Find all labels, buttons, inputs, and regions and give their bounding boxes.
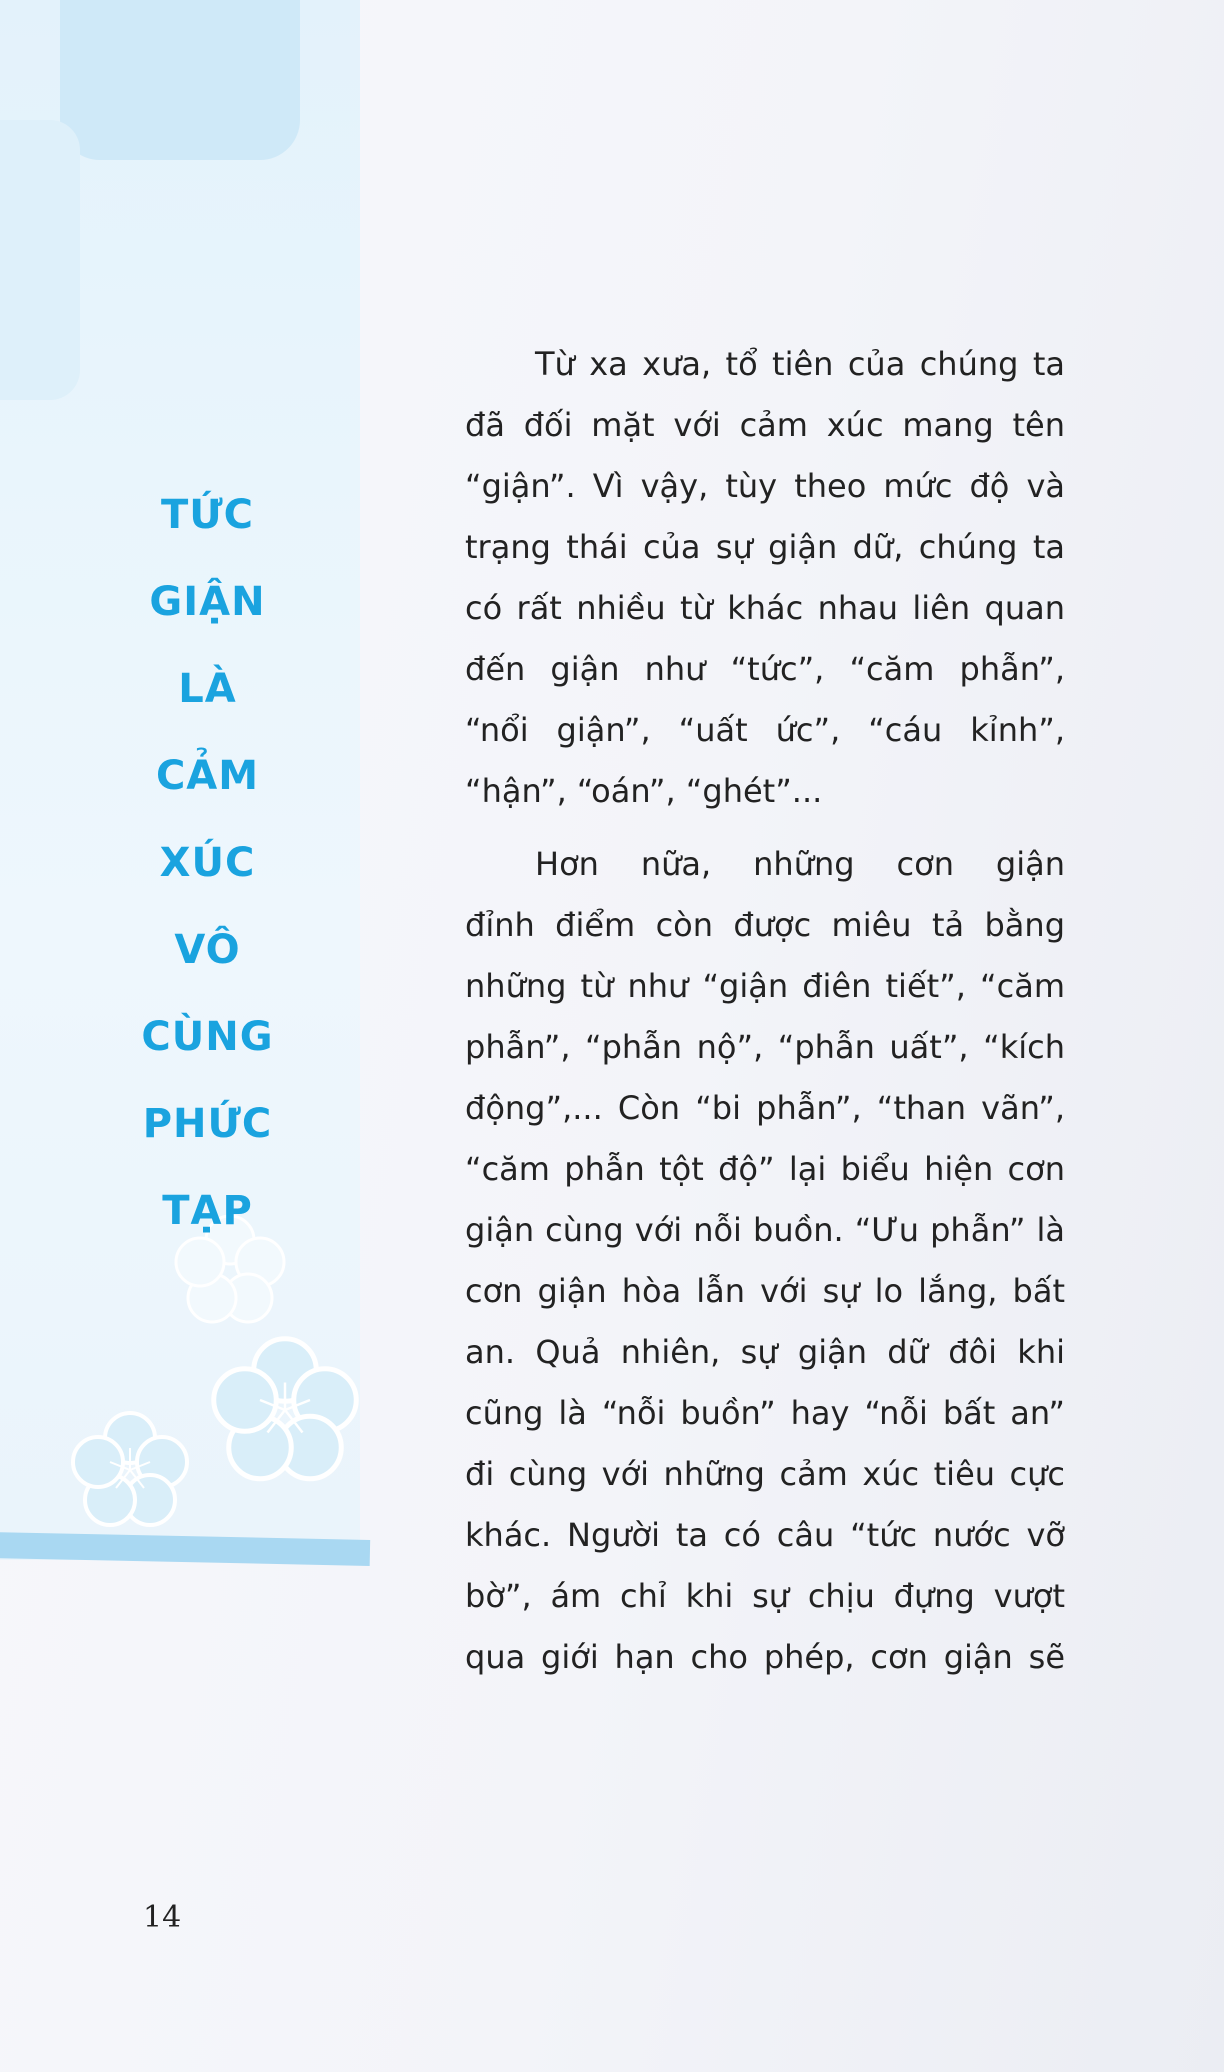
heading-word: LÀ xyxy=(178,666,237,712)
text-line: “giận”. Vì vậy, tùy theo mức độ và xyxy=(465,467,1065,505)
text-line: động”,... Còn “bi phẫn”, “than vãn”, xyxy=(465,1089,1065,1127)
text-line: có rất nhiều từ khác nhau liên quan xyxy=(465,589,1065,627)
chapter-heading xyxy=(105,472,310,1255)
page-number: 14 xyxy=(143,1900,182,1935)
heading-word: VÔ xyxy=(174,927,241,973)
text-line: những từ như “giận điên tiết”, “căm xyxy=(465,967,1065,1005)
heading-word: TẠP xyxy=(162,1188,253,1234)
heading-word: GIẬN xyxy=(149,579,266,625)
text-line: bờ”, ám chỉ khi sự chịu đựng vượt xyxy=(465,1577,1065,1615)
heading-word: TỨC xyxy=(160,492,255,538)
paragraph-2 xyxy=(465,834,1065,1688)
text-line: Hơn nữa, những cơn giận xyxy=(535,845,1065,883)
heading-word: CẢM xyxy=(155,753,260,799)
text-line: đi cùng với những cảm xúc tiêu cực xyxy=(465,1455,1065,1493)
text-line: đã đối mặt với cảm xúc mang tên xyxy=(465,406,1065,444)
text-line: cũng là “nỗi buồn” hay “nỗi bất an” xyxy=(465,1394,1065,1432)
text-line: khác. Người ta có câu “tức nước vỡ xyxy=(465,1516,1065,1554)
text-line: đỉnh điểm còn được miêu tả bằng xyxy=(465,906,1065,944)
flower-small-icon xyxy=(70,1410,190,1530)
heading-word: PHỨC xyxy=(142,1101,273,1147)
body-text xyxy=(465,334,1065,1688)
text-line: giận cùng với nỗi buồn. “Ưu phẫn” là xyxy=(465,1211,1065,1249)
side-panel-top-shape xyxy=(60,0,300,160)
text-line: an. Quả nhiên, sự giận dữ đôi khi xyxy=(465,1333,1065,1371)
text-line: Từ xa xưa, tổ tiên của chúng ta xyxy=(535,345,1065,383)
flower-large-icon xyxy=(210,1335,360,1485)
side-panel-tab xyxy=(0,120,80,400)
paragraph-1 xyxy=(465,334,1065,822)
text-line: qua giới hạn cho phép, cơn giận sẽ xyxy=(465,1638,1065,1676)
text-line: phẫn”, “phẫn nộ”, “phẫn uất”, “kích xyxy=(465,1028,1065,1066)
heading-word: CÙNG xyxy=(141,1014,274,1060)
text-line: cơn giận hòa lẫn với sự lo lắng, bất xyxy=(465,1272,1065,1310)
text-line: “nổi giận”, “uất ức”, “cáu kỉnh”, xyxy=(465,711,1065,749)
heading-word: XÚC xyxy=(159,840,256,886)
text-line: trạng thái của sự giận dữ, chúng ta xyxy=(465,528,1065,566)
text-line: đến giận như “tức”, “căm phẫn”, xyxy=(465,650,1065,688)
text-line: “căm phẫn tột độ” lại biểu hiện cơn xyxy=(465,1150,1065,1188)
text-line: “hận”, “oán”, “ghét”... xyxy=(465,772,823,810)
